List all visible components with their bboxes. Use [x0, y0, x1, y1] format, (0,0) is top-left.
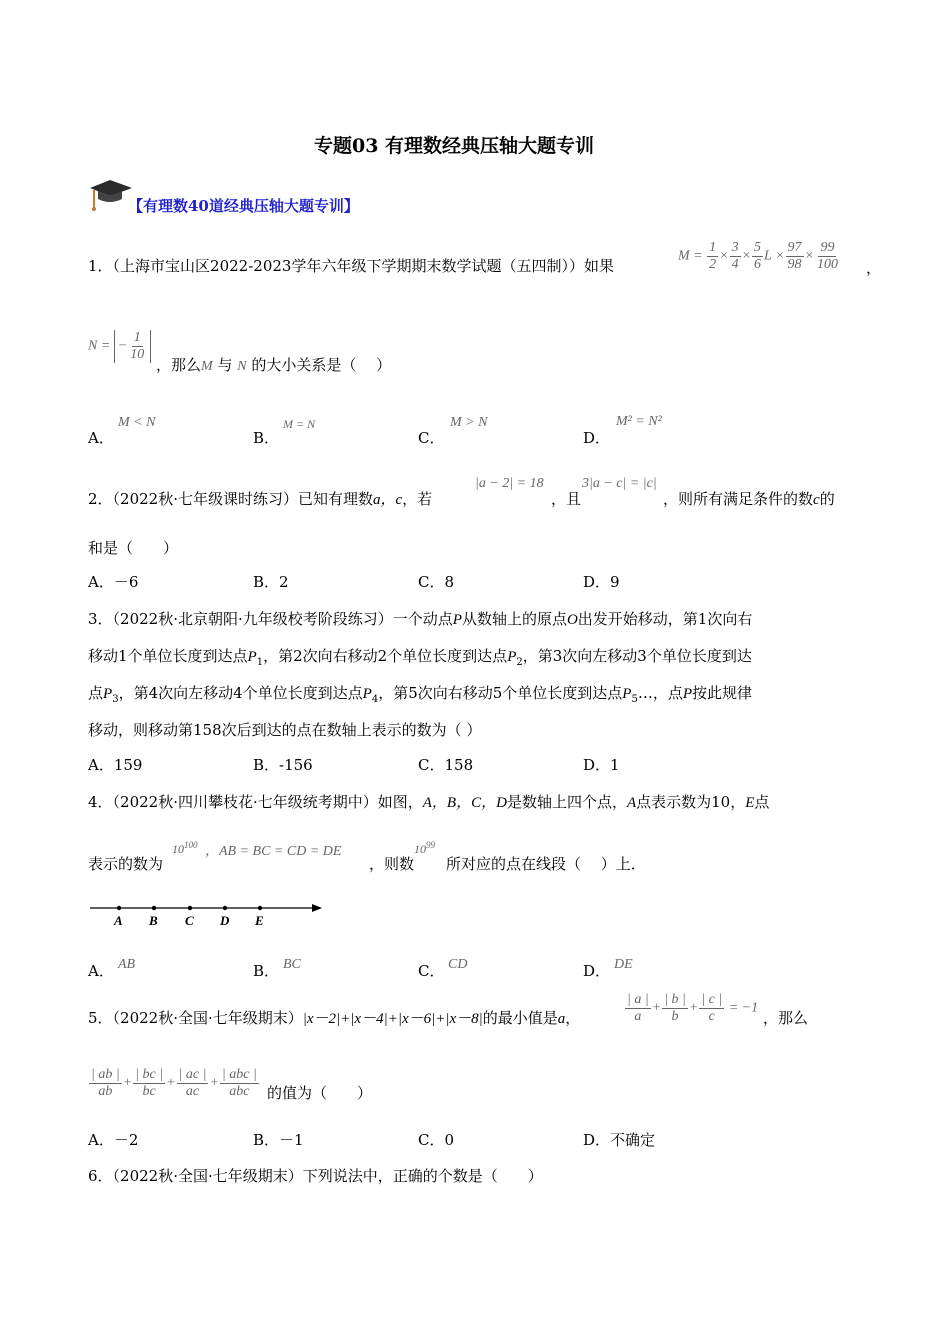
- q5-text-then: ，那么: [763, 1009, 809, 1027]
- q2-option-c[interactable]: C．8: [418, 573, 455, 591]
- q1-n-formula: N = − $\frac{1}{10}$: [88, 330, 151, 363]
- q4-option-c-math: CD: [448, 957, 468, 972]
- q3-option-a[interactable]: A．159: [88, 756, 143, 774]
- question-3-line-3: 点$P_3$，第4次向左移动4个单位长度到达点$P_4$，第5次向右移动5个单位长度到达点$P_5\dots$，点P按此规律: [88, 684, 753, 705]
- q3-option-d[interactable]: D．1: [583, 756, 620, 774]
- q5-option-a[interactable]: A．－2: [88, 1131, 139, 1149]
- q5-text-value: 的值为（ ）: [267, 1084, 373, 1102]
- q5-expression: $\frac{| ab |}{ab}$ + $\frac{| bc |}{bc}$ + $\frac{| ac |}{ac}$ + $\frac{\text{| abc |}}{\text{abc}}$: [91, 1067, 257, 1099]
- q4-power-2: $10^{99}$: [414, 840, 435, 856]
- question-6-line-1: 6．（2022秋·全国·七年级期末）下列说法中，正确的个数是（ ）: [88, 1167, 543, 1185]
- question-2-line-2: 和是（ ）: [88, 539, 179, 557]
- q2-option-d[interactable]: D．9: [583, 573, 620, 591]
- q1-option-a-math: M < N: [118, 415, 156, 430]
- q4-option-d-math: DE: [614, 957, 633, 972]
- q4-option-b-math: BC: [283, 957, 301, 972]
- axis-label-c: C: [185, 913, 194, 928]
- q4-equal-segments: ，AB = BC = CD = DE: [205, 844, 342, 859]
- q4-option-a[interactable]: A．: [88, 962, 114, 980]
- question-3-line-2: 移动1个单位长度到达点$P_1$，第2次向右移动2个单位长度到达点$P_2$，第3次向左移动3个单位长度到达: [88, 647, 752, 668]
- q2-option-a[interactable]: A．－6: [88, 573, 139, 591]
- question-2-line-1: 2．（2022秋·七年级课时练习）已知有理数a，c，若: [88, 490, 433, 508]
- axis-point-c: [188, 906, 192, 910]
- q1-m-formula: M = $\frac{1}{2}$ × $\frac{3}{4}$ × $\frac{5}{6}$ L × $\frac{97}{98}$ × $\frac{99}{100}$: [678, 240, 838, 272]
- number-line-figure: [88, 898, 328, 936]
- q5-option-b[interactable]: B．－1: [253, 1131, 304, 1149]
- q2-condition-1: |a − 2| = 18: [475, 476, 544, 491]
- q1-option-b[interactable]: B．: [253, 429, 280, 447]
- q1-option-d-math: M² = N²: [616, 414, 662, 429]
- question-1-line-2: ，那么M 与 N 的大小关系是（ ）: [156, 356, 392, 374]
- q5-condition: $\frac{| a |}{a}$ + $\frac{| b |}{b}$ + $\frac{| c |}{c}$ = −1: [627, 992, 759, 1024]
- axis-point-b: [152, 906, 156, 910]
- q3-option-c[interactable]: C．158: [418, 756, 474, 774]
- question-3-line-1: 3．（2022秋·北京朝阳·九年级校考阶段练习）一个动点P从数轴上的原点O出发开始移动，第1次向右: [88, 610, 753, 628]
- q4-line-2-end: 所对应的点在线段（ ）上．: [446, 855, 646, 873]
- question-4-line-1: 4．（2022秋·四川攀枝花·七年级统考期中）如图，A，B，C，D是数轴上四个点，A点表示数为10，E点: [88, 793, 770, 811]
- axis-label-d: D: [220, 913, 230, 928]
- axis-point-a: [117, 906, 121, 910]
- q4-option-a-math: AB: [118, 957, 136, 972]
- question-1-line-1: 1．（上海市宝山区2022-2023学年六年级下学期期末数学试题（五四制））如果: [88, 257, 614, 275]
- axis-label-a: A: [114, 913, 123, 928]
- axis-label-e: E: [255, 913, 264, 928]
- q4-option-d[interactable]: D．: [583, 962, 611, 980]
- q1-option-b-math: M = N: [283, 417, 316, 431]
- q1-comma: ，: [866, 259, 882, 277]
- page-title: 专题03 有理数经典压轴大题专训: [314, 135, 595, 157]
- q2-text-and: ，且: [551, 490, 582, 508]
- question-5-line-1: 5．（2022秋·全国·七年级期末）|x－2|+|x－4|+|x－6|+|x－8|的最小值是a，: [88, 1009, 581, 1027]
- axis-point-d: [223, 906, 227, 910]
- question-number: 1．: [88, 257, 113, 275]
- q1-option-c[interactable]: C．: [418, 429, 445, 447]
- q3-option-b[interactable]: B．-156: [253, 756, 313, 774]
- axis-label-b: B: [149, 913, 158, 928]
- q5-option-d[interactable]: D．不确定: [583, 1131, 656, 1149]
- axis-point-e: [258, 906, 262, 910]
- question-3-line-4: 移动，则移动第158次后到达的点在数轴上表示的数为（ ）: [88, 721, 482, 739]
- q5-option-c[interactable]: C．0: [418, 1131, 455, 1149]
- q4-option-b[interactable]: B．: [253, 962, 280, 980]
- q2-option-b[interactable]: B．2: [253, 573, 289, 591]
- q1-option-d[interactable]: D．: [583, 429, 611, 447]
- q2-condition-2: 3|a − c| = |c|: [582, 476, 657, 491]
- q1-option-a[interactable]: A．: [88, 429, 114, 447]
- q2-text-tail: ，则所有满足条件的数c的: [663, 490, 835, 508]
- section-header: 【有理数40道经典压轴大题专训】: [128, 197, 359, 215]
- q4-line-2-mid: ，则数: [369, 855, 415, 873]
- q1-option-c-math: M > N: [450, 415, 488, 430]
- q4-option-c[interactable]: C．: [418, 962, 445, 980]
- q4-power-1: $10^{100}$: [172, 840, 198, 856]
- q4-line-2-start: 表示的数为: [88, 855, 164, 873]
